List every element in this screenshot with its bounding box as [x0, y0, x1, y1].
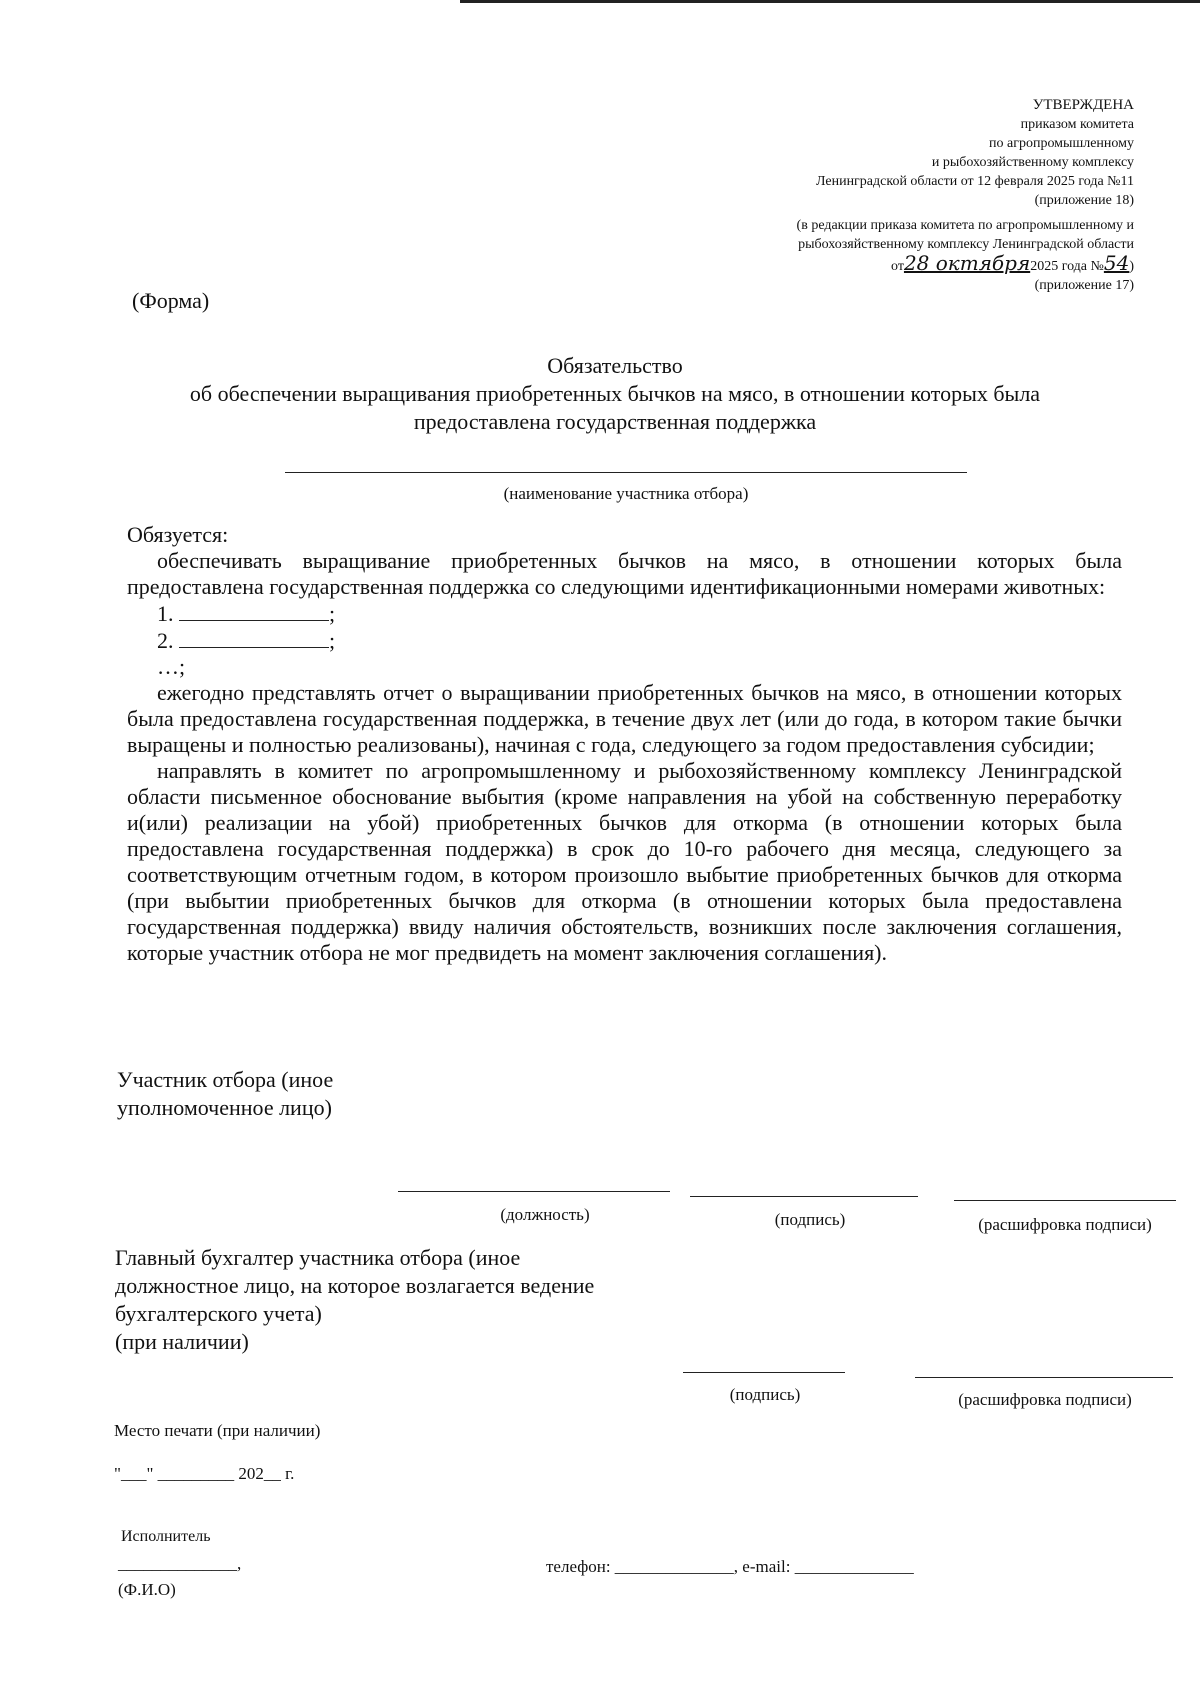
approval-line: Ленинградской области от 12 февраля 2025 года №11 — [815, 174, 1134, 189]
approval-line: и рыбохозяйственному комплексу — [931, 155, 1134, 170]
approval-edition-date — [614, 251, 1134, 276]
accountant-label — [115, 1244, 594, 1356]
participant-signature-field[interactable] — [690, 1196, 918, 1197]
accountant-signature-field[interactable] — [683, 1372, 845, 1373]
signature-caption: (подпись) — [729, 1385, 801, 1404]
approval-line: (в редакции приказа комитета по агропромышленному и — [796, 218, 1134, 233]
participant-decoding-field[interactable] — [954, 1200, 1176, 1201]
approval-line: (приложение 18) — [1034, 193, 1134, 208]
accountant-decoding-field[interactable] — [915, 1377, 1173, 1378]
participant-name-field[interactable] — [285, 472, 967, 473]
item-number: 2. — [157, 628, 174, 653]
participant-label-line: уполномоченное лицо) — [117, 1095, 332, 1120]
item-number: 1. — [157, 601, 174, 626]
approval-line: по агропромышленному — [989, 136, 1134, 151]
date-field[interactable]: "___" _________ 202__ г. — [114, 1464, 295, 1483]
handwritten-date: 28 октября — [903, 251, 1031, 275]
contact-fields[interactable]: телефон: ______________, e-mail: ______________ — [546, 1557, 914, 1576]
document-title — [130, 352, 1100, 436]
form-label: (Форма) — [132, 288, 210, 313]
position-field[interactable] — [398, 1191, 670, 1192]
obligation-body — [127, 522, 1122, 966]
title-line: об обеспечении выращивания приобретенных бычков на мясо, в отношении которых была — [189, 381, 1041, 406]
approval-close: ) — [1129, 259, 1134, 274]
approval-line: приказом комитета — [1020, 117, 1134, 132]
accountant-label-line: Главный бухгалтер участника отбора (иное — [115, 1245, 521, 1270]
obligation-paragraph-2: ежегодно представлять отчет о выращивании приобретенных бычков на мясо, в отношении которых была предоставлена государственная поддержка, в течение двух лет (или до года, в котором такие бычки выращены и полностью реализованы), начиная с года, следующего за годом предоставления субсидии; — [127, 680, 1122, 757]
signature-caption: (подпись) — [774, 1210, 846, 1229]
obligates-label: Обязуется: — [127, 522, 229, 547]
accountant-label-line: (при наличии) — [115, 1329, 249, 1354]
title-line: предоставлена государственная поддержка — [413, 409, 817, 434]
decoding-caption: (расшифровка подписи) — [958, 1390, 1132, 1409]
executor-label: Исполнитель — [121, 1528, 211, 1545]
fio-caption: (Ф.И.О) — [118, 1580, 176, 1599]
item-end: ; — [329, 601, 336, 626]
accountant-label-line: должностное лицо, на которое возлагается ведение — [115, 1273, 595, 1298]
obligation-paragraph-3: направлять в комитет по агропромышленному и рыбохозяйственному комплексу Ленинградской области письменное обоснование выбытия (кроме направления на убой на собственную переработку и(или) реализации на убой) приобретенных бычков для откорма (в отношении которых была предоставлена государственная поддержка) в срок до 10-го рабочего дня месяца, следующего за соответствующим отчетным годом, в котором произошло выбытие приобретенных бычков для откорма (при выбытии приобретенных бычков для откорма (в отношении которых была предоставлена государственная поддержка) ввиду наличия обстоятельств, возникших после заключения соглашения, которые участник отбора не мог предвидеть на момент заключения соглашения). — [127, 758, 1122, 965]
handwritten-number: 54 — [1103, 251, 1130, 275]
item-end: ; — [329, 628, 336, 653]
approval-line: (приложение 17) — [1034, 278, 1134, 293]
animal-id-field-1[interactable] — [179, 600, 329, 621]
participant-label-line: Участник отбора (иное — [117, 1067, 334, 1092]
accountant-label-line: бухгалтерского учета) — [115, 1301, 322, 1326]
decoding-caption: (расшифровка подписи) — [978, 1215, 1152, 1234]
approval-stamp-block — [614, 96, 1134, 295]
participant-name-caption: (наименование участника отбора) — [503, 484, 749, 503]
approval-heading: УТВЕРЖДЕНА — [1032, 97, 1134, 113]
position-caption: (должность) — [500, 1205, 590, 1224]
title-line: Обязательство — [547, 353, 683, 378]
scan-top-edge — [460, 0, 1200, 3]
animal-id-item-1 — [127, 600, 1122, 627]
obligation-paragraph-1: обеспечивать выращивание приобретенных бычков на мясо, в отношении которых была предоставлена государственная поддержка со следующими идентификационными номерами животных: — [127, 548, 1122, 599]
animal-id-field-2[interactable] — [179, 627, 329, 648]
animal-id-item-2 — [127, 627, 1122, 654]
approval-line: рыбохозяйственному комплексу Ленинградской области — [798, 237, 1134, 252]
approval-year: 2025 года № — [1030, 259, 1104, 274]
approval-from: от — [891, 259, 904, 274]
executor-name-field[interactable]: ______________, — [118, 1554, 242, 1573]
participant-label — [117, 1066, 333, 1122]
stamp-place-label: Место печати (при наличии) — [114, 1421, 321, 1440]
animal-id-ellipsis: …; — [157, 654, 186, 679]
